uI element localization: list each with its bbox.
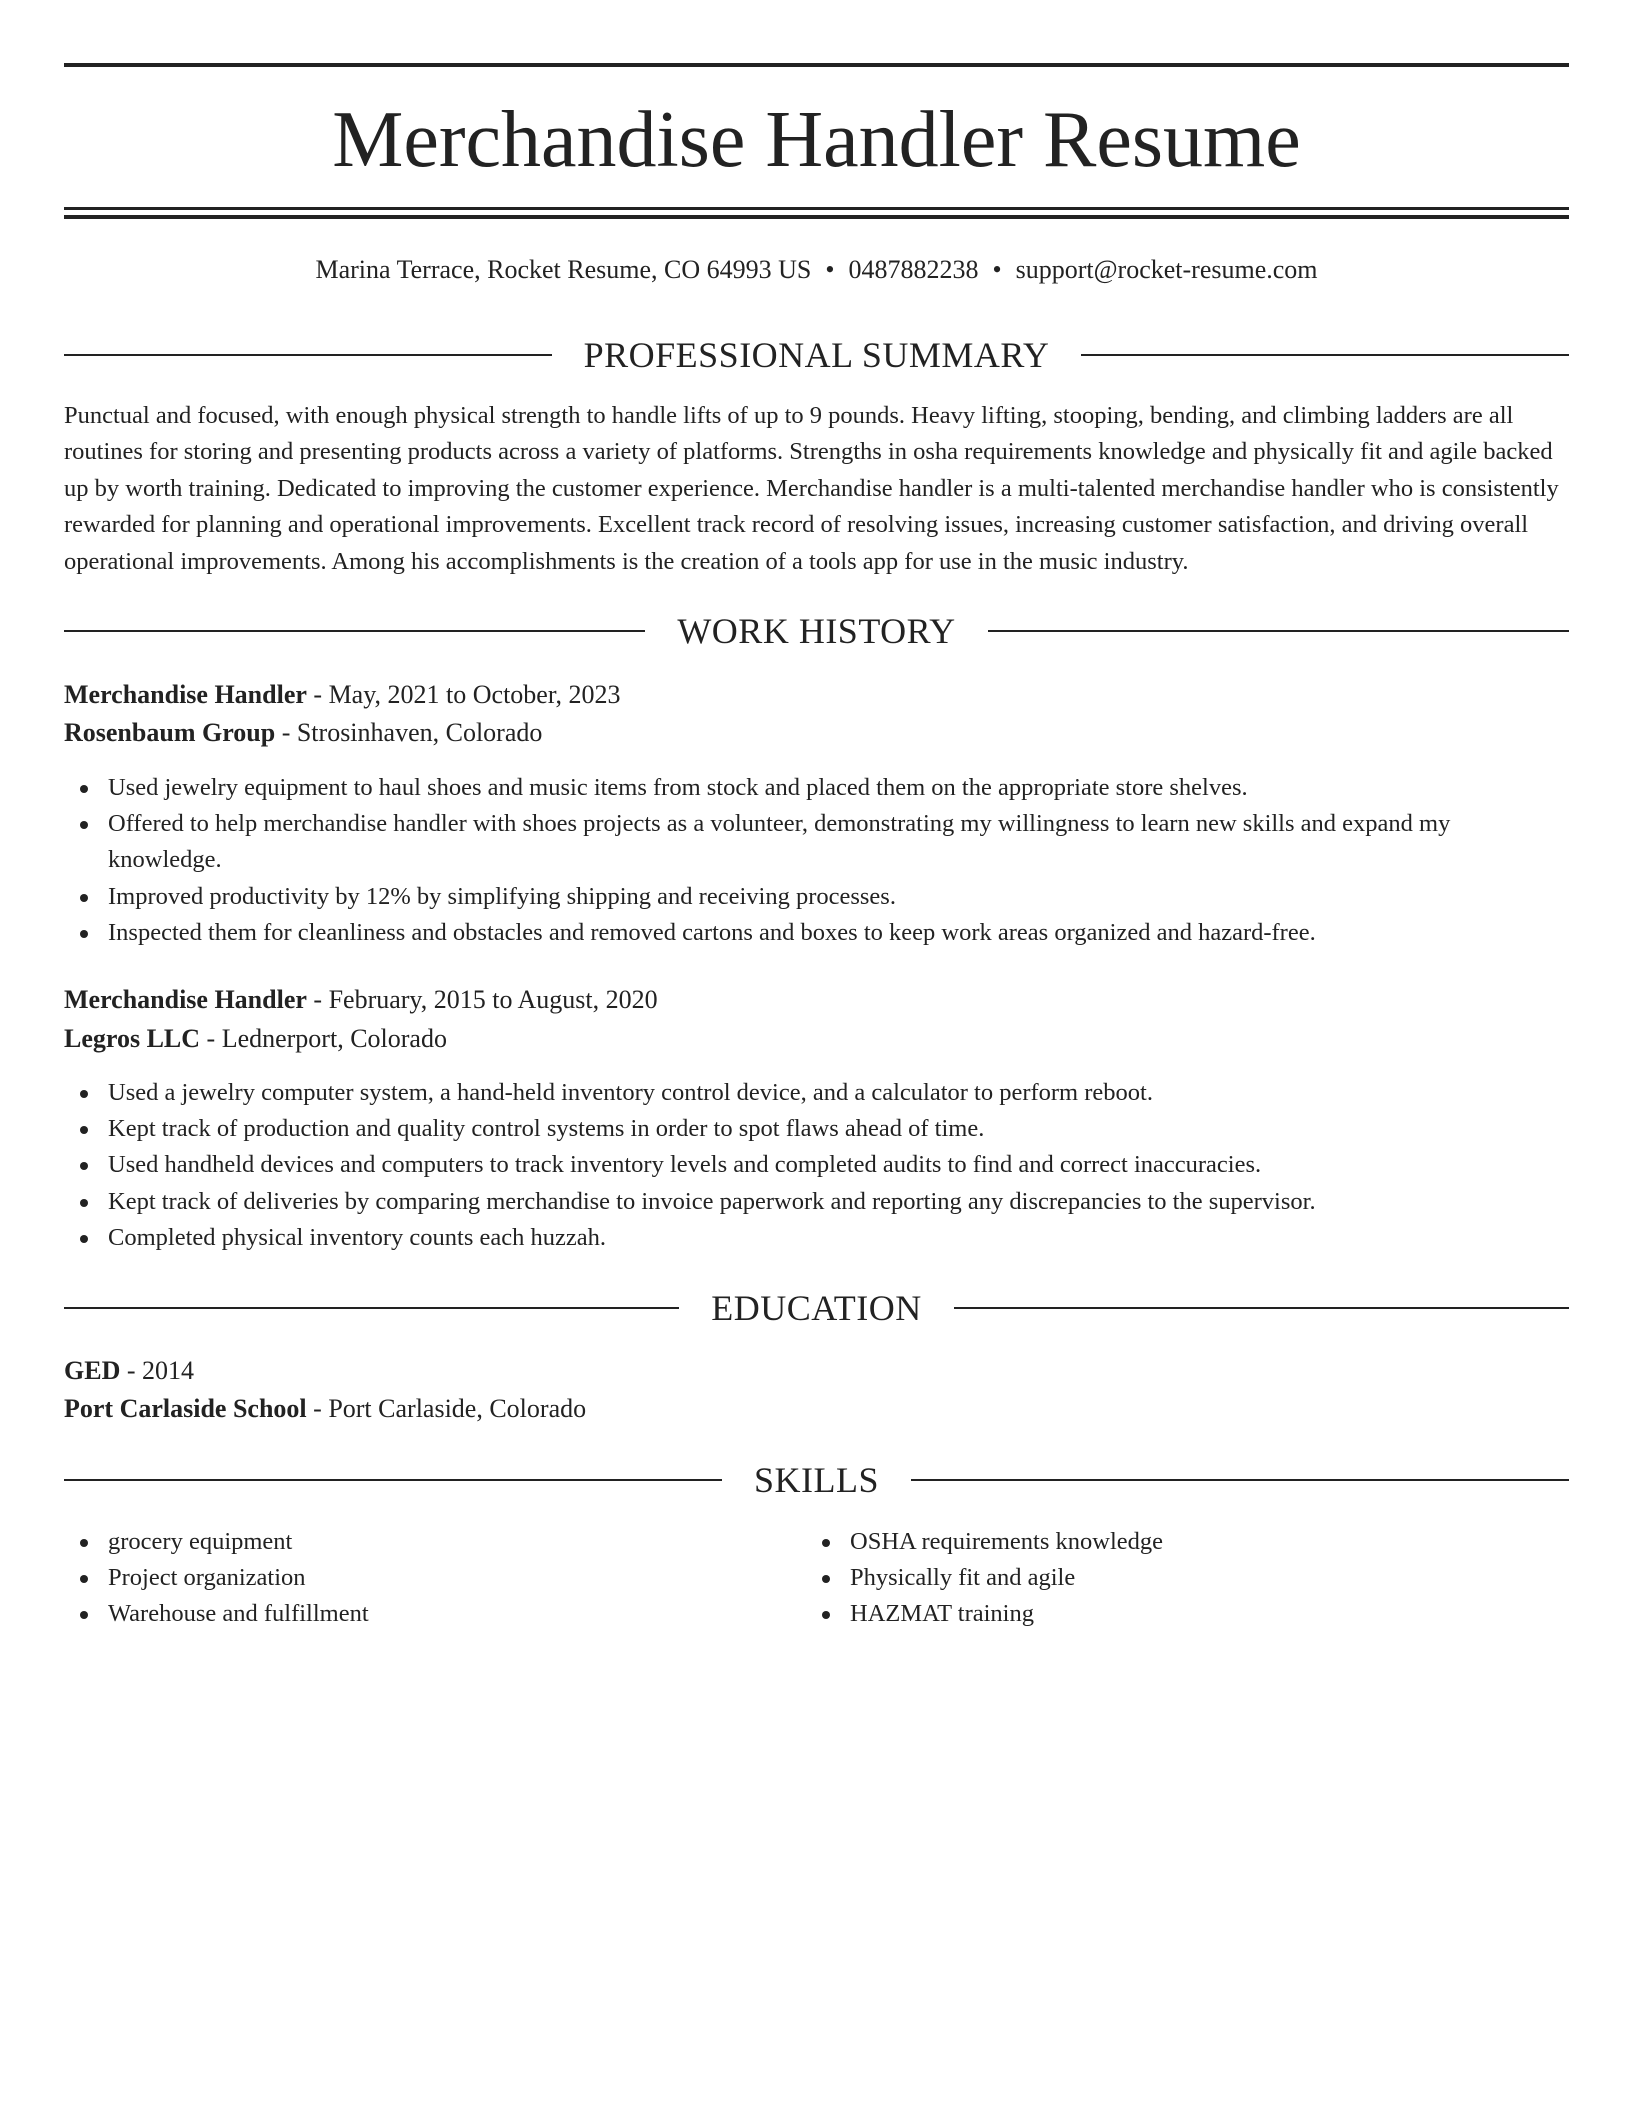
- skill-item: Project organization: [64, 1560, 764, 1596]
- heading-rule-left: [64, 1479, 722, 1481]
- skill-item: grocery equipment: [64, 1524, 764, 1560]
- list-item: Used a jewelry computer system, a hand-held inventory control device, and a calculator to perform reboot.: [64, 1075, 1569, 1111]
- list-item: Offered to help merchandise handler with shoes projects as a volunteer, demonstrating my willingness to learn new skills and expand my knowledge.: [64, 806, 1569, 878]
- heading-rule-left: [64, 1307, 679, 1309]
- summary-text: Punctual and focused, with enough physical strength to handle lifts of up to 9 pounds. Heavy lifting, stooping, bending, and climbing ladders are all routines for storing and presenting products across a variety of platforms. Strengths in osha requirements knowledge and physically fit and agile backed up by worth training. Dedicated to improving the customer experience. Merchandise handler is a multi-talented merchandise handler who is consistently rewarded for planning and operational improvements. Excellent track record of resolving issues, increasing customer satisfaction, and driving overall operational improvements. Among his accomplishments is the creation of a tools app for use in the music industry.: [64, 402, 1559, 575]
- list-item: Kept track of deliveries by comparing merchandise to invoice paperwork and reporting any discrepancies to the supervisor.: [64, 1184, 1569, 1220]
- job-company-line: [64, 1021, 447, 1057]
- job-title-line: [64, 982, 658, 1018]
- job-title-line: [64, 677, 620, 713]
- heading-label: EDUCATION: [711, 1288, 922, 1328]
- heading-rule-right: [988, 630, 1569, 632]
- section-heading-education: [64, 1286, 1569, 1330]
- section-heading-skills: [64, 1458, 1569, 1502]
- education-year: - 2014: [120, 1356, 195, 1385]
- list-item: Completed physical inventory counts each huzzah.: [64, 1220, 1569, 1256]
- contact-phone: 0487882238: [848, 255, 979, 284]
- skill-item: HAZMAT training: [806, 1596, 1506, 1632]
- heading-rule-left: [64, 354, 552, 356]
- heading-label: PROFESSIONAL SUMMARY: [583, 335, 1050, 375]
- skill-item: OSHA requirements knowledge: [806, 1524, 1506, 1560]
- heading-rule-right: [911, 1479, 1569, 1481]
- education-degree: GED: [64, 1356, 121, 1385]
- list-item: Used jewelry equipment to haul shoes and music items from stock and placed them on the appropriate store shelves.: [64, 770, 1569, 806]
- heading-label: SKILLS: [754, 1460, 880, 1500]
- heading-label: WORK HISTORY: [677, 611, 956, 651]
- top-rule: [64, 63, 1569, 67]
- section-heading-work-history: [64, 609, 1569, 653]
- job-bullets: [64, 770, 1569, 951]
- job-bullets: [64, 1075, 1569, 1256]
- contact-address: Marina Terrace, Rocket Resume, CO 64993 US: [315, 255, 812, 284]
- education-school: Port Carlaside School: [64, 1394, 307, 1423]
- education-location: - Port Carlaside, Colorado: [306, 1394, 587, 1423]
- list-item: Kept track of production and quality control systems in order to spot flaws ahead of time.: [64, 1111, 1569, 1147]
- list-item: Used handheld devices and computers to track inventory levels and completed audits to find and correct inaccuracies.: [64, 1147, 1569, 1183]
- job-dates: - February, 2015 to August, 2020: [306, 985, 658, 1014]
- title-rule-upper: [64, 207, 1569, 210]
- skills-list-right: [806, 1524, 1506, 1632]
- contact-separator: •: [825, 255, 835, 284]
- contact-separator: •: [992, 255, 1002, 284]
- education-degree-line: [64, 1353, 194, 1389]
- heading-rule-right: [954, 1307, 1569, 1309]
- job-company: Rosenbaum Group: [64, 718, 276, 747]
- job-location: - Lednerport, Colorado: [200, 1024, 447, 1053]
- job-location: - Strosinhaven, Colorado: [275, 718, 543, 747]
- skill-item: Warehouse and fulfillment: [64, 1596, 764, 1632]
- skills-list-left: [64, 1524, 764, 1632]
- contact-line: [64, 252, 1569, 288]
- contact-email: support@rocket-resume.com: [1015, 255, 1318, 284]
- title-rule-lower: [64, 215, 1569, 219]
- job-title: Merchandise Handler: [64, 680, 307, 709]
- list-item: Inspected them for cleanliness and obstacles and removed cartons and boxes to keep work areas organized and hazard-free.: [64, 915, 1569, 951]
- list-item: Improved productivity by 12% by simplifying shipping and receiving processes.: [64, 879, 1569, 915]
- heading-rule-right: [1081, 354, 1569, 356]
- job-company-line: [64, 715, 542, 751]
- resume-title: Merchandise Handler Resume: [332, 96, 1301, 184]
- heading-rule-left: [64, 630, 645, 632]
- skill-item: Physically fit and agile: [806, 1560, 1506, 1596]
- job-dates: - May, 2021 to October, 2023: [306, 680, 621, 709]
- section-heading-summary: [64, 333, 1569, 377]
- job-title: Merchandise Handler: [64, 985, 307, 1014]
- education-school-line: [64, 1391, 586, 1427]
- job-company: Legros LLC: [64, 1024, 201, 1053]
